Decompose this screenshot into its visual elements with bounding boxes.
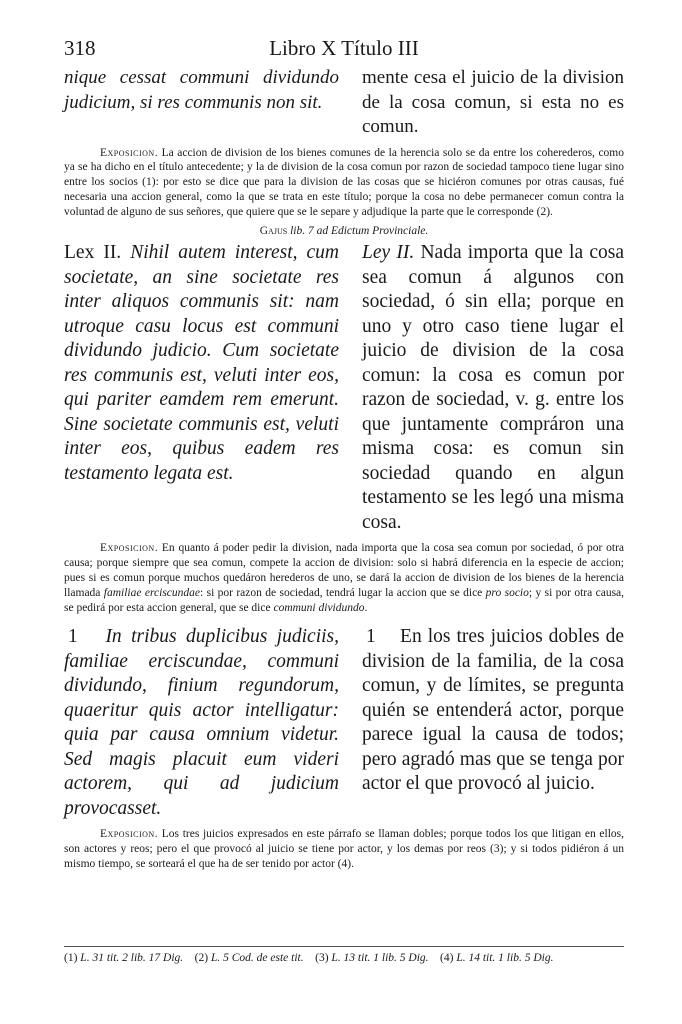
- page-number: 318: [64, 36, 96, 60]
- exposition-text: ; y si por otra causa, se pedirá por esta accion general, que se dice: [64, 586, 625, 614]
- lex-2: [64, 241, 624, 535]
- term-communi-dividundo: communi dividundo: [273, 601, 365, 614]
- paragraph-number: 1: [68, 626, 78, 648]
- ley-heading: Ley II.: [362, 242, 415, 264]
- footnote: (1) L. 31 tit. 2 lib. 17 Dig.: [64, 952, 184, 964]
- latin-lex-text: Nihil autem interest, cum societate, an sine societate res inter aliquos communis sit: nam utroque casu locus est communi dividundo judicio. Cum societate res communis est, veluti inter eos, qui pariter eamdem rem emerunt. Sine societate communis est, veluti inter eos, quibus eadem res testamento legata est.: [64, 242, 340, 484]
- paragraph-1: [64, 625, 624, 821]
- lex-heading: Lex II.: [64, 242, 122, 264]
- exposition-text: En quanto á poder pedir la division, nada importa que la cosa sea comun por sociedad, ó por otra causa; porque siempre que sea comun, compete la accion de division: solo si habrá diferencia en la especie de accion; pues si es comun porque muchos quedáron herederos de uno, se dará la accion de division de los bienes de la herencia llamada: [64, 542, 625, 599]
- footnote: (2) L. 5 Cod. de este tit.: [194, 952, 304, 964]
- exposition-text: Los tres juicios expresados en este párrafo se llaman dobles; porque todos los que litigan en ellos, son actores y reos; pero el que provocó al juicio se tiene por actor, y los demas por reos (3); y si todos pidiéron á un mismo tiempo, se sorteará el que ha de ser tenido por actor (4).: [64, 828, 624, 871]
- term-familiae: familiae erciscundae: [103, 586, 201, 599]
- page-header: [64, 36, 624, 66]
- exposition-2: [64, 541, 624, 615]
- latin-para-1: [64, 625, 339, 821]
- exposition-3: [64, 827, 624, 871]
- spanish-text-1: mente cesa el juicio de la division de la cosa comun, si esta no es comun.: [362, 67, 624, 137]
- latin-lex-2: [64, 241, 339, 535]
- footnotes: [64, 946, 624, 966]
- exposition-lead: Exposicion.: [100, 828, 159, 841]
- source-ref: lib. 7 ad Edictum Provinciale.: [290, 225, 429, 238]
- exposition-lead: Exposicion.: [100, 542, 159, 555]
- spanish-para-text: En los tres juicios dobles de division de la familia, de la cosa comun, y de límites, se pregunta quién se entenderá actor, porque parece igual la causa de todos; pero agradó mas que se tenga por actor el que provocó al juicio.: [362, 626, 625, 795]
- exposition-text: : si por razon de sociedad, tendrá lugar la accion que se dice: [200, 586, 483, 599]
- source-author: Gajus: [259, 225, 288, 238]
- footnote: (4) L. 14 tit. 1 lib. 5 Dig.: [440, 952, 554, 964]
- exposition-1: [64, 146, 624, 220]
- spanish-para-1: [362, 625, 624, 821]
- term-pro-socio: pro socio: [485, 586, 529, 599]
- running-title: Libro X Título III: [269, 36, 419, 60]
- paragraph-number: 1: [366, 626, 376, 648]
- exposition-lead: Exposicion.: [100, 146, 159, 159]
- latin-para-text: In tribus duplicibus judiciis, familiae erciscundae, communi dividundo, finium regundorum, quaeritur quis actor intelligatur: quia par causa omnium videtur. Sed magis placuit eum videri actorem, qui ad judicium provocasset.: [64, 626, 340, 819]
- block1: [64, 66, 624, 140]
- source-citation: [64, 225, 624, 237]
- page: [64, 36, 624, 872]
- exposition-text: La accion de division de los bienes comunes de la herencia solo se da entre los coherederos, como ya se ha dicho en el título antecedente; y la de division de la cosa comun por razon de sociedad tampoco tiene lugar sino entre los socios (1): por esto se dice que para la division de las cosas que se hiciéron comunes por otras causas, fué necesaria una accion general, como la que se trata en este título; porque la cosa no debe permanecer comun contra la voluntad de alguno de sus señores, que quiere que se le separe y adjudique la parte que le corresponde (2).: [64, 146, 624, 218]
- spanish-ley-2: [362, 241, 624, 535]
- spanish-ley-text: Nada importa que la cosa sea comun á algunos con sociedad, ó sin ella; porque en uno y otro caso tiene lugar el juicio de division de la cosa comun: la cosa es comun por razon de sociedad, v. g. entre los que juntamente compráron una misma cosa: es comun sin sociedad quando en algun testamento se les legó una misma cosa.: [362, 242, 624, 533]
- exposition-text: .: [364, 601, 368, 614]
- footnote: (3) L. 13 tit. 1 lib. 5 Dig.: [315, 952, 429, 964]
- latin-text-1: nique cessat communi dividundo judicium, si res communis non sit.: [64, 67, 339, 113]
